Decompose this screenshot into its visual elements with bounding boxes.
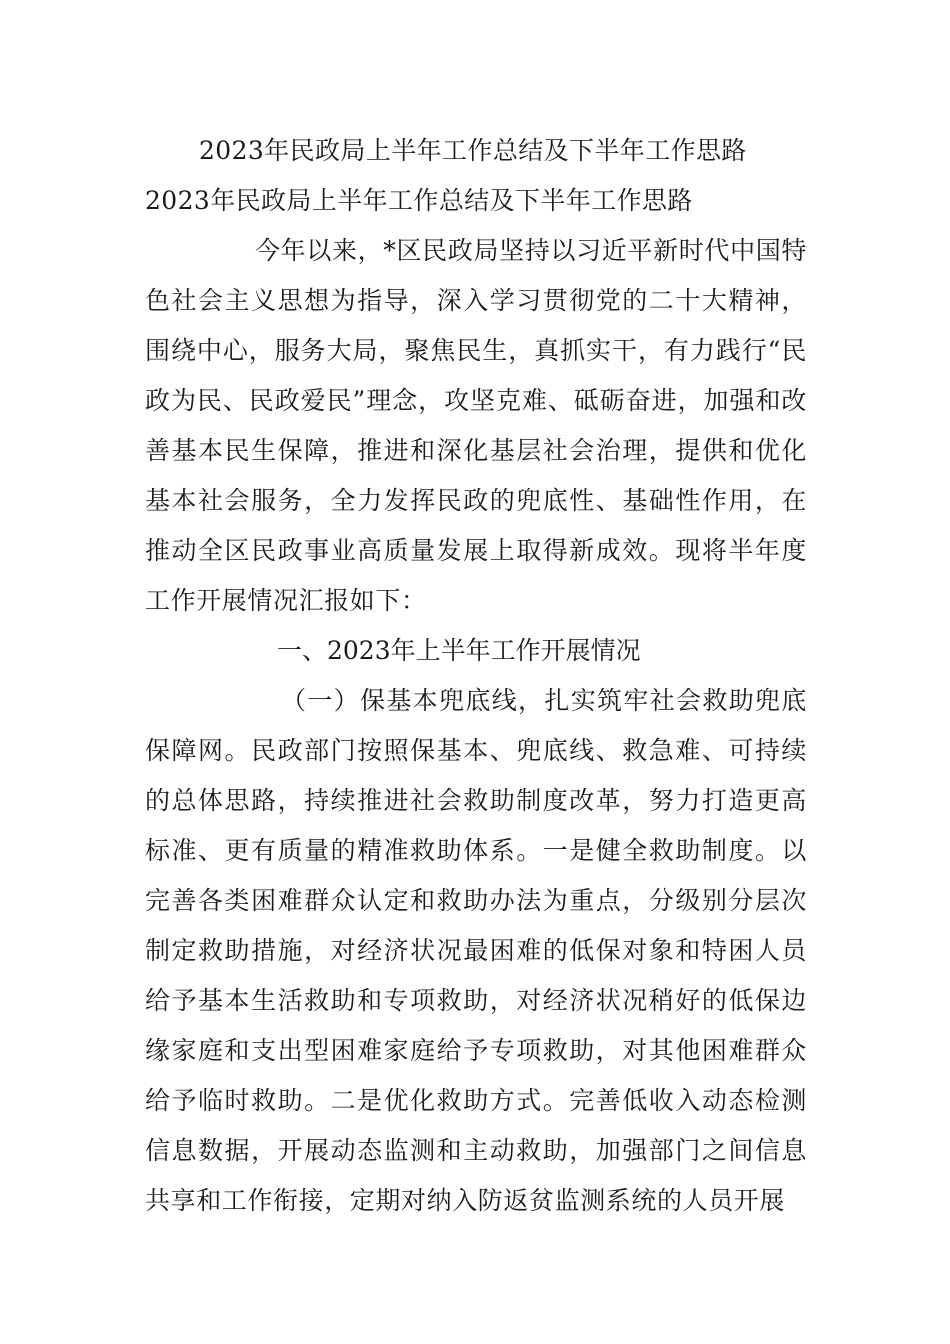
section-1-paragraph: （一）保基本兜底线，扎实筑牢社会救助兜底保障网。民政部门按照保基本、兜底线、救急难、可持续的总体思路，持续推进社会救助制度改革，努力打造更高标准、更有质量的精准救助体系。一是健全救助制度。以完善各类困难群众认定和救助办法为重点，分级别分层次制定救助措施，对经济状况最困难的低保对象和特困人员给予基本生活救助和专项救助，对经济状况稍好的低保边缘家庭和支出型困难家庭给予专项救助，对其他困难群众给予临时救助。二是优化救助方式。完善低收入动态检测信息数据，开展动态监测和主动救助，加强部门之间信息共享和工作衔接，定期对纳入防返贫监测系统的人员开展 — [145, 686, 807, 1215]
document-subtitle: 2023年民政局上半年工作总结及下半年工作思路 — [145, 186, 693, 215]
intro-paragraph: 今年以来，*区民政局坚持以习近平新时代中国特色社会主义思想为指导，深入学习贯彻党的二十大精神，围绕中心，服务大局，聚焦民生，真抓实干，有力践行“民政为民、民政爱民”理念，攻坚克难、砥砺奋进，加强和改善基本民生保障，推进和深化基层社会治理，提供和优化基本社会服务，全力发挥民政的兜底性、基础性作用，在推动全区民政事业高质量发展上取得新成效。现将半年度工作开展情况汇报如下： — [145, 236, 807, 615]
section-1-body — [145, 676, 807, 1226]
document-title: 2023年民政局上半年工作总结及下半年工作思路 — [199, 136, 747, 165]
section-heading: 一、2023年上半年工作开展情况 — [277, 636, 641, 665]
intro-section — [145, 226, 807, 626]
